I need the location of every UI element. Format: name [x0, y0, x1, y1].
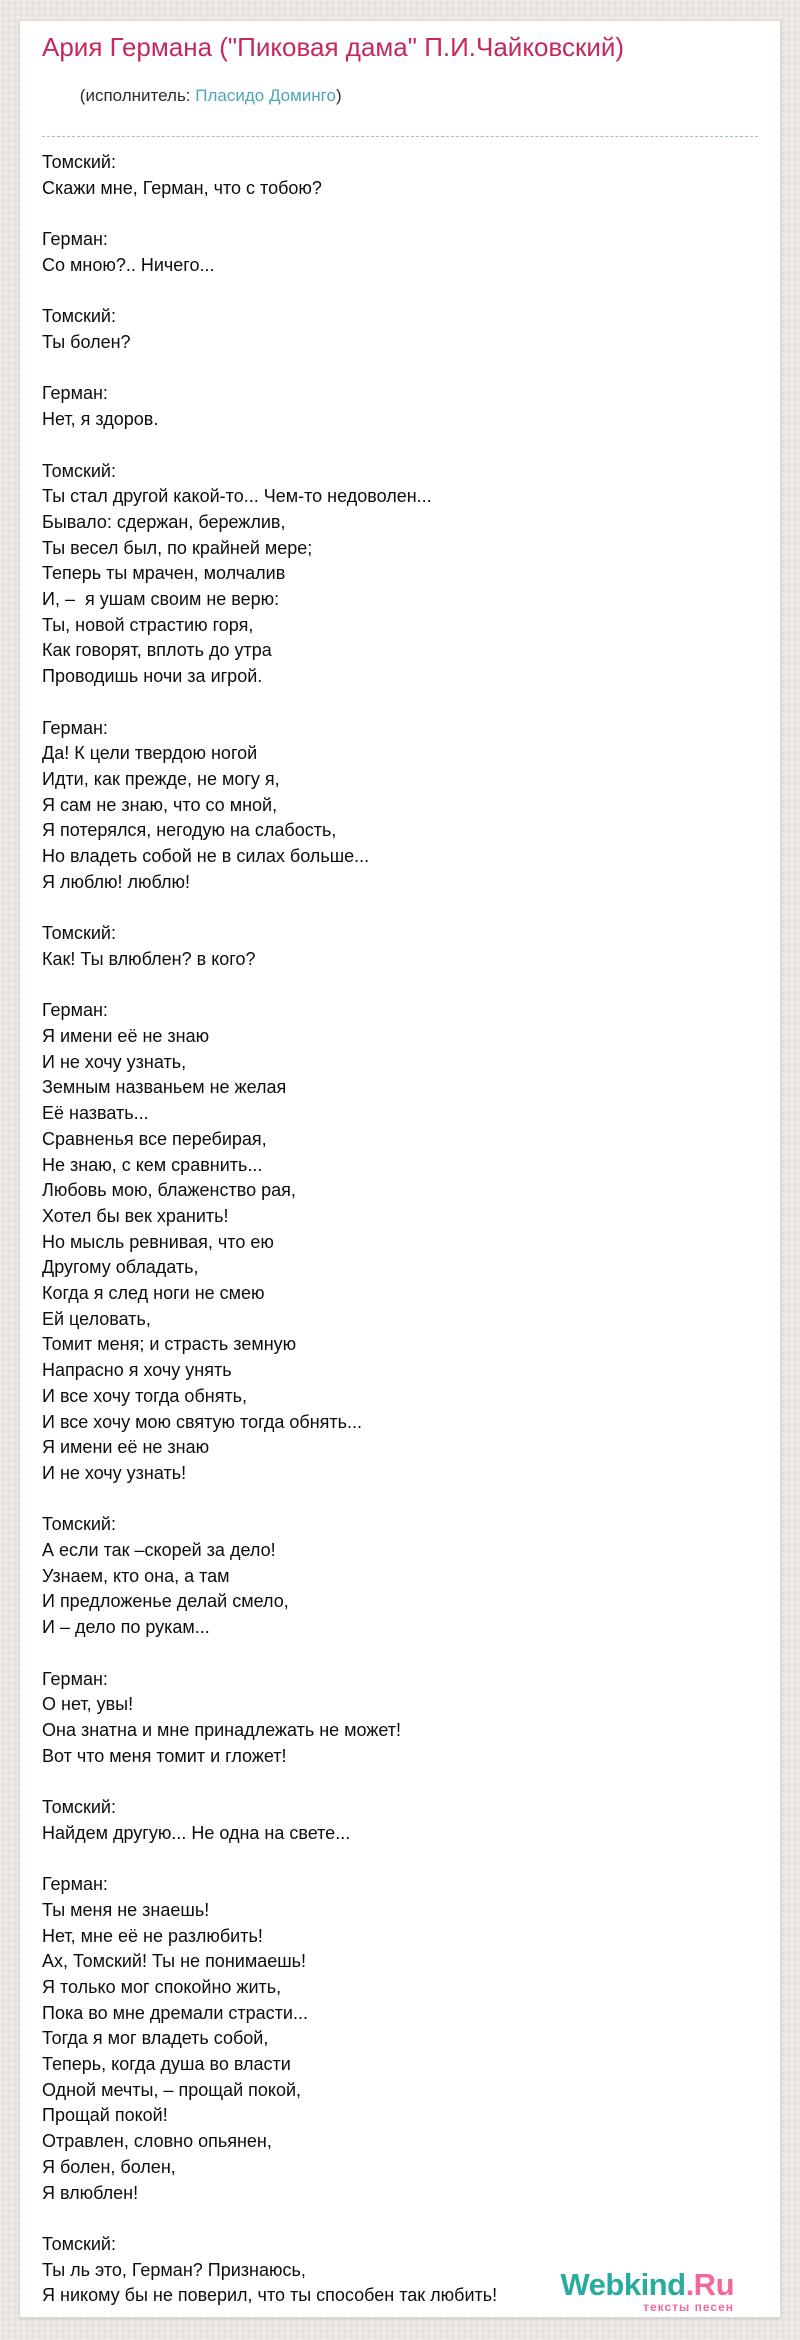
- lyric-line: Она знатна и мне принадлежать не может!: [42, 1719, 402, 1740]
- lyric-stanza: [42, 227, 758, 278]
- lyric-line: Теперь, когда душа во власти: [42, 2054, 291, 2075]
- lyric-line: О нет, увы!: [42, 1694, 134, 1715]
- lyric-line: Я имени её не знаю: [42, 1025, 210, 1046]
- lyric-stanza: [42, 150, 758, 201]
- song-title: Ария Германа ("Пиковая дама" П.И.Чайковский): [42, 32, 625, 62]
- lyric-line: Когда я след ноги не смею: [42, 1283, 265, 1304]
- lyric-stanza: [42, 716, 758, 896]
- lyric-line: Ты ль это, Герман? Признаюсь,: [42, 2259, 306, 2280]
- lyric-line: И не хочу узнать,: [42, 1051, 187, 1072]
- performer-line: [42, 66, 758, 137]
- lyric-line: Герман:: [42, 717, 108, 738]
- lyric-line: Как! Ты влюблен? в кого?: [42, 948, 256, 969]
- lyric-line: Бывало: сдержан, бережлив,: [42, 511, 286, 532]
- lyric-line: И все хочу мою святую тогда обнять...: [42, 1411, 363, 1432]
- lyric-line: И предложенье делай смело,: [42, 1591, 289, 1612]
- lyric-line: И не хочу узнать!: [42, 1462, 187, 1483]
- lyric-line: Найдем другую... Не одна на свете...: [42, 1822, 351, 1843]
- lyric-line: Томский:: [42, 1797, 116, 1818]
- lyric-line: Да! К цели твердою ногой: [42, 743, 258, 764]
- lyric-stanza: [42, 459, 758, 690]
- lyric-line: Томит меня; и страсть земную: [42, 1334, 297, 1355]
- lyric-stanza: [42, 304, 758, 355]
- lyric-line: Как говорят, вплоть до утра: [42, 640, 272, 661]
- lyric-line: Любовь мою, блаженство рая,: [42, 1180, 296, 1201]
- webkind-logo-wordmark: [560, 2269, 734, 2300]
- lyric-line: И – дело по рукам...: [42, 1617, 210, 1638]
- lyric-line: Но владеть собой не в силах больше...: [42, 846, 370, 867]
- lyric-line: Ей целовать,: [42, 1308, 151, 1329]
- lyric-line: Пока во мне дремали страсти...: [42, 2002, 308, 2023]
- song-header: [42, 32, 758, 137]
- lyric-line: Отравлен, словно опьянен,: [42, 2131, 272, 2152]
- lyric-line: Ты меня не знаешь!: [42, 1899, 210, 1920]
- lyric-line: Другому обладать,: [42, 1257, 199, 1278]
- lyrics-text: [42, 137, 758, 2309]
- lyric-line: Я болен, болен,: [42, 2156, 176, 2177]
- lyric-line: Её назвать...: [42, 1103, 149, 1124]
- performer-suffix: ): [335, 86, 342, 106]
- lyric-line: Ты болен?: [42, 332, 131, 353]
- logo-brand-text: Webkind: [560, 2267, 686, 2302]
- lyric-line: Нет, я здоров.: [42, 409, 159, 430]
- lyric-line: Томский:: [42, 923, 116, 944]
- lyric-line: И, – я ушам своим не верю:: [42, 589, 280, 610]
- webkind-logo[interactable]: [560, 2269, 734, 2313]
- lyric-line: Томский:: [42, 306, 116, 327]
- lyric-line: Скажи мне, Герман, что с тобою?: [42, 177, 322, 198]
- lyric-line: Не знаю, с кем сравнить...: [42, 1154, 263, 1175]
- lyric-stanza: [42, 921, 758, 972]
- lyric-stanza: [42, 1667, 758, 1770]
- lyric-line: Ты, новой страстию горя,: [42, 614, 254, 635]
- lyric-line: Томский:: [42, 2233, 116, 2254]
- lyric-line: Прощай покой!: [42, 2105, 168, 2126]
- lyric-line: Одной мечты, – прощай покой,: [42, 2079, 302, 2100]
- lyric-stanza: [42, 1872, 758, 2206]
- lyric-line: Я потерялся, негодую на слабость,: [42, 820, 337, 841]
- logo-domain-text: .Ru: [685, 2267, 734, 2302]
- lyric-line: Я люблю! люблю!: [42, 871, 191, 892]
- lyric-line: Со мною?.. Ничего...: [42, 254, 215, 275]
- logo-tagline: тексты песен: [643, 2300, 734, 2314]
- lyric-line: Тогда я мог владеть собой,: [42, 2028, 269, 2049]
- lyric-stanza: [42, 1512, 758, 1641]
- lyric-line: Ах, Томский! Ты не понимаешь!: [42, 1951, 307, 1972]
- lyric-line: Герман:: [42, 1874, 108, 1895]
- lyric-line: Ты стал другой какой-то... Чем-то недоволен...: [42, 486, 432, 507]
- lyric-line: Хотел бы век хранить!: [42, 1205, 229, 1226]
- lyric-line: Герман:: [42, 1668, 108, 1689]
- lyric-stanza: [42, 1795, 758, 1846]
- performer-prefix: (исполнитель:: [79, 86, 196, 106]
- lyric-line: Я сам не знаю, что со мной,: [42, 794, 278, 815]
- lyric-line: Герман:: [42, 229, 108, 250]
- lyric-line: Земным названьем не желая: [42, 1077, 287, 1098]
- lyric-line: Вот что меня томит и гложет!: [42, 1745, 287, 1766]
- lyric-line: Узнаем, кто она, а там: [42, 1565, 230, 1586]
- lyric-line: А если так –скорей за дело!: [42, 1540, 276, 1561]
- lyrics-card: [19, 20, 781, 2318]
- lyric-line: Проводишь ночи за игрой.: [42, 666, 263, 687]
- lyric-line: И все хочу тогда обнять,: [42, 1385, 248, 1406]
- lyric-line: Теперь ты мрачен, молчалив: [42, 563, 286, 584]
- lyric-line: Томский:: [42, 460, 116, 481]
- lyric-line: Идти, как прежде, не могу я,: [42, 768, 280, 789]
- lyric-stanza: [42, 998, 758, 1486]
- lyric-line: Я никому бы не поверил, что ты способен так любить!: [42, 2285, 498, 2306]
- performer-link[interactable]: Пласидо Доминго: [195, 86, 336, 106]
- lyric-line: Томский:: [42, 1514, 116, 1535]
- lyric-stanza: [42, 381, 758, 432]
- lyric-line: Я влюблен!: [42, 2182, 139, 2203]
- lyric-line: Нет, мне её не разлюбить!: [42, 1925, 263, 1946]
- lyric-line: Томский:: [42, 152, 116, 173]
- lyric-line: Я только мог спокойно жить,: [42, 1976, 282, 1997]
- lyric-line: Ты весел был, по крайней мере;: [42, 537, 313, 558]
- lyric-line: Герман:: [42, 383, 108, 404]
- lyric-line: Герман:: [42, 1000, 108, 1021]
- lyric-line: Напрасно я хочу унять: [42, 1360, 232, 1381]
- lyric-line: Сравненья все перебирая,: [42, 1128, 267, 1149]
- lyric-line: Но мысль ревнивая, что ею: [42, 1231, 274, 1252]
- lyric-line: Я имени её не знаю: [42, 1437, 210, 1458]
